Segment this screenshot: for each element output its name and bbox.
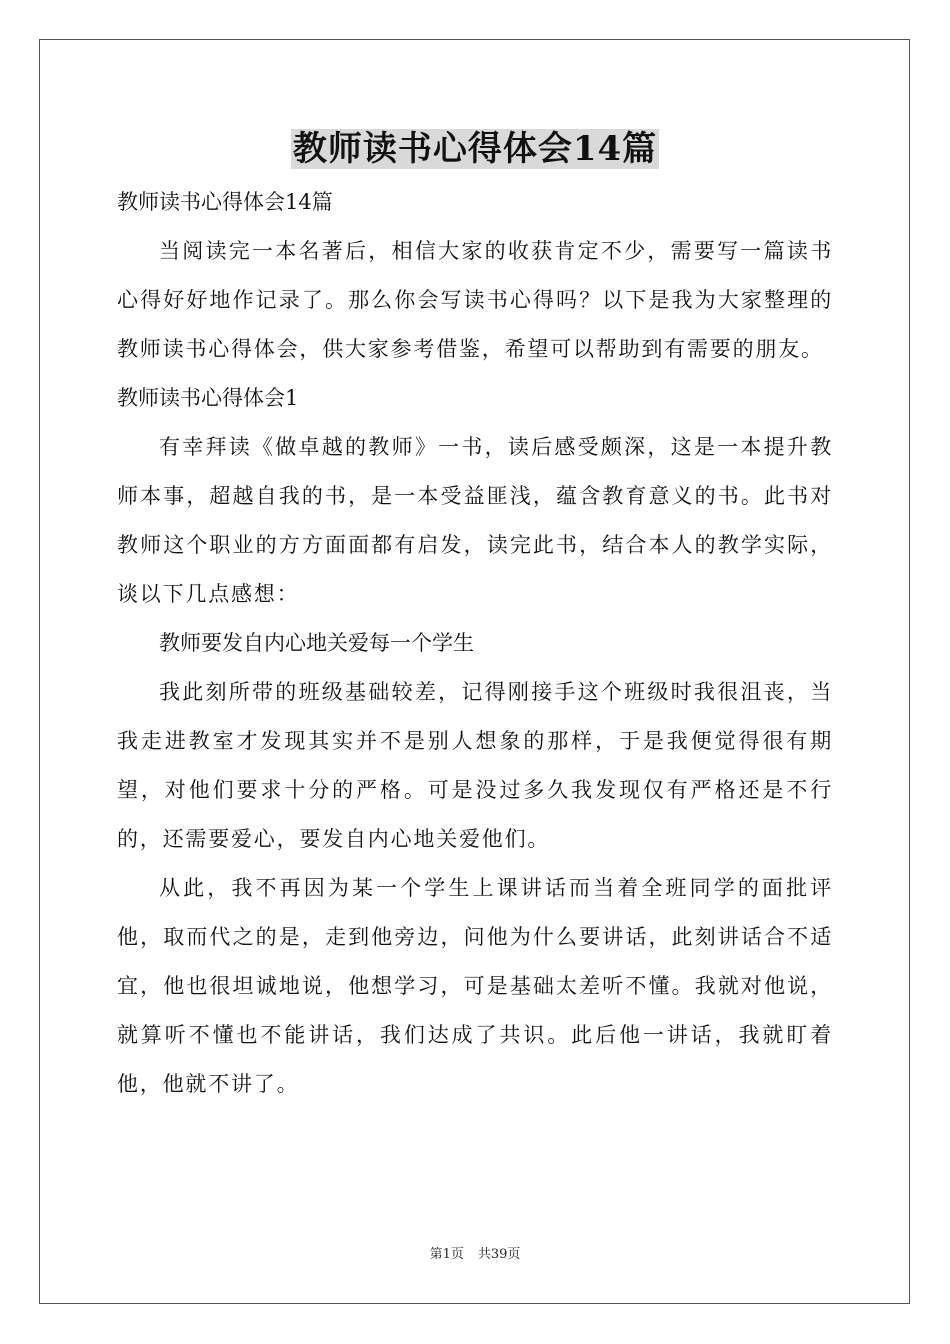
- intro-paragraph: 当阅读完一本名著后，相信大家的收获肯定不少，需要写一篇读书心得好好地作记录了。那么你会写读书心得吗？以下是我为大家整理的教师读书心得体会，供大家参考借鉴，希望可以帮助到有需要的朋友。: [117, 239, 833, 361]
- document-title: [117, 120, 833, 178]
- section-heading: 教师读书心得体会1: [117, 386, 299, 410]
- paragraph-2: 我此刻所带的班级基础较差，记得刚接手这个班级时我很沮丧，当我走进教室才发现其实并不是别人想象的那样，于是我便觉得很有期望，对他们要求十分的严格。可是没过多久我发现仅有严格还是不行的，还需要爱心，要发自内心地关爱他们。: [117, 680, 833, 851]
- subtitle-line: 教师读书心得体会14篇: [117, 190, 333, 214]
- document-body: [117, 120, 833, 1109]
- page-number: 第1页: [429, 1247, 464, 1262]
- paragraph-1: 有幸拜读《做卓越的教师》一书，读后感受颇深，这是一本提升教师本事，超越自我的书，是一本受益匪浅，蕴含教育意义的书。此书对教师这个职业的方方面面都有启发，读完此书，结合本人的教学实际，谈以下几点感想：: [117, 435, 833, 606]
- page-footer: [0, 1245, 950, 1265]
- point-heading: 教师要发自内心地关爱每一个学生: [159, 631, 474, 655]
- paragraph-3: 从此，我不再因为某一个学生上课讲话而当着全班同学的面批评他，取而代之的是，走到他旁边，问他为什么要讲话，此刻讲话合不适宜，他也很坦诚地说，他想学习，可是基础太差听不懂。我就对他说，就算听不懂也不能讲话，我们达成了共识。此后他一讲话，我就盯着他，他就不讲了。: [117, 876, 833, 1096]
- document-title-text: 教师读书心得体会14篇: [292, 129, 658, 169]
- total-pages: 共39页: [477, 1247, 521, 1262]
